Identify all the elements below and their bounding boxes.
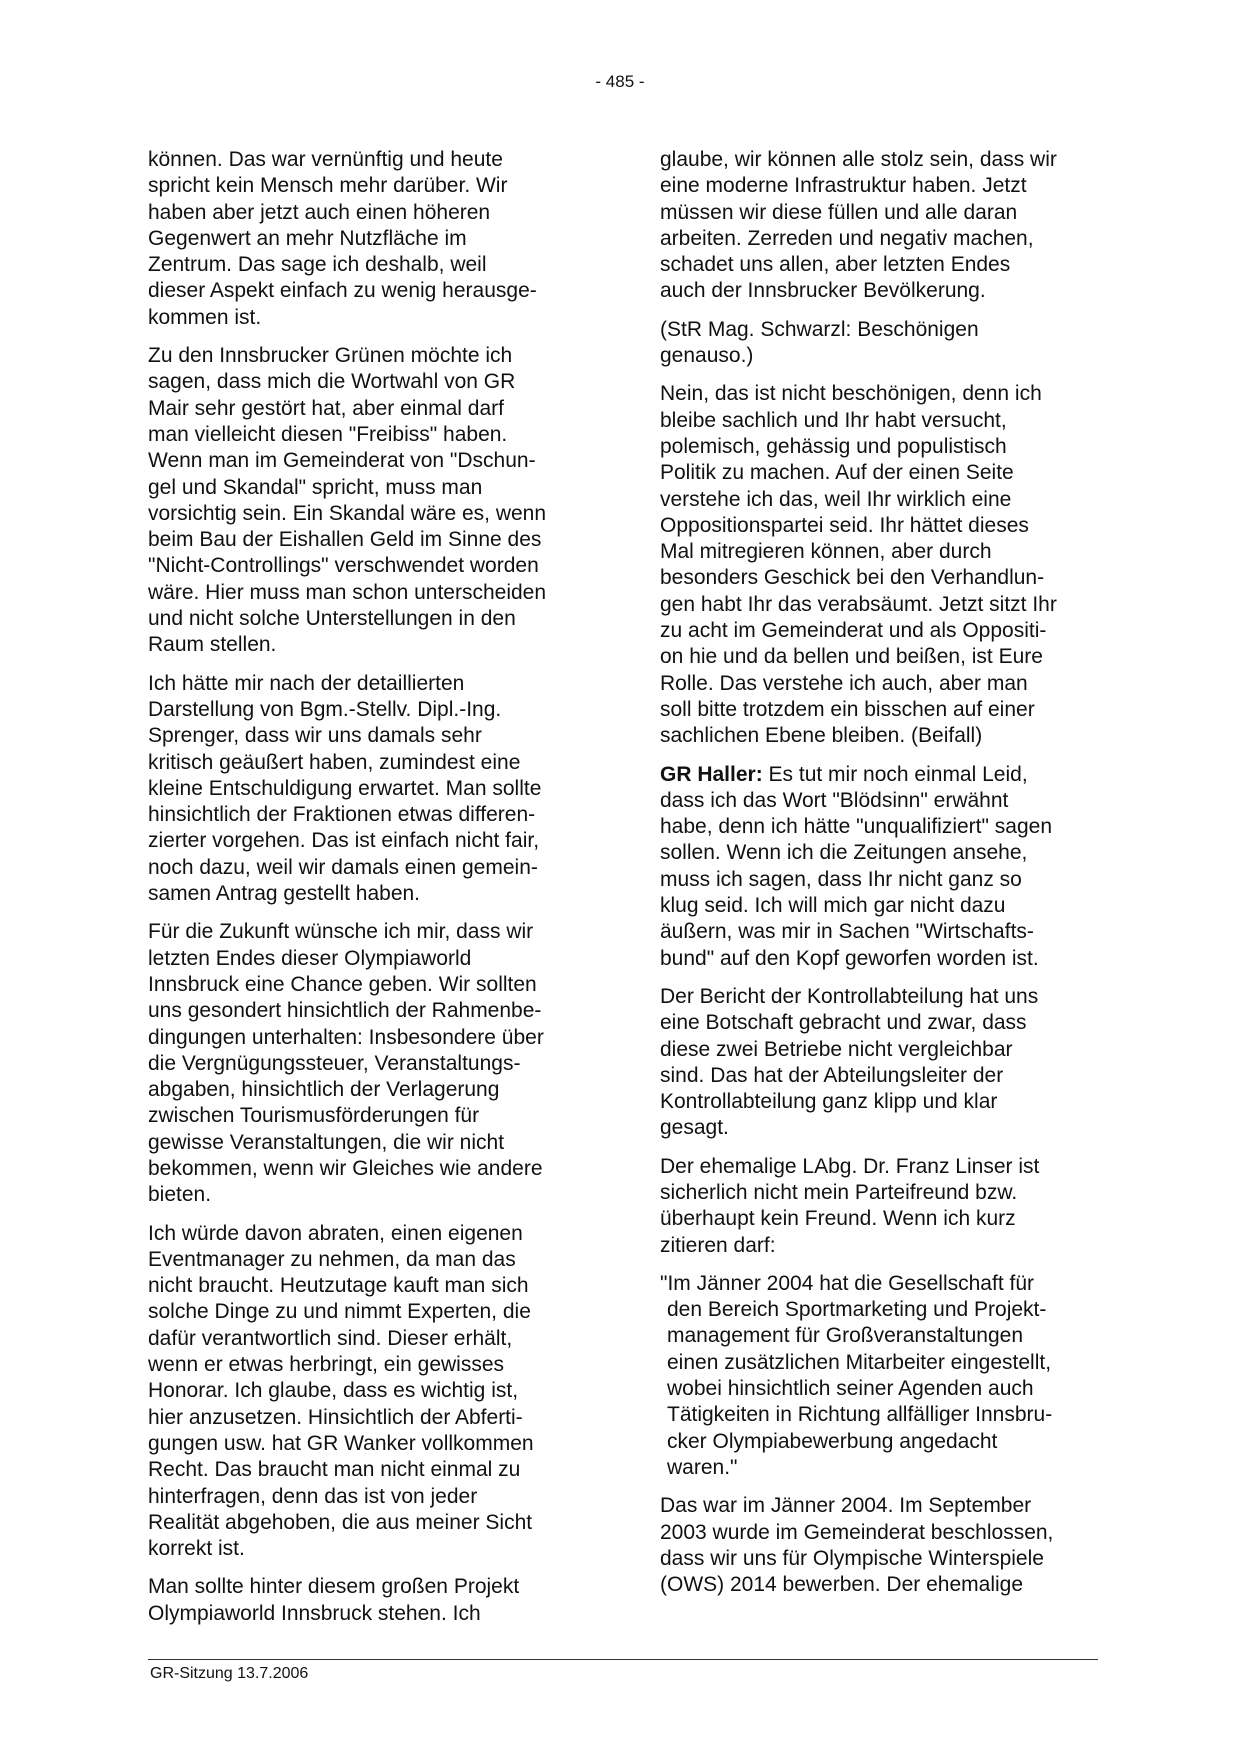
text-line: gesagt. bbox=[660, 1116, 729, 1140]
text-line: management für Großveranstaltungen bbox=[667, 1324, 1024, 1348]
text-line: Innsbruck eine Chance geben. Wir sollten bbox=[148, 972, 537, 996]
text-line: hinsichtlich der Fraktionen etwas differen- bbox=[148, 803, 536, 827]
quotation bbox=[660, 1271, 1100, 1481]
speaker-name: GR Haller: bbox=[660, 762, 763, 786]
text-line: schadet uns allen, aber letzten Endes bbox=[660, 253, 1011, 277]
text-line: samen Antrag gestellt haben. bbox=[148, 882, 421, 906]
text-line: beim Bau der Eishallen Geld im Sinne des bbox=[148, 528, 542, 552]
text-line: Für die Zukunft wünsche ich mir, dass wir bbox=[148, 920, 534, 944]
text-line: und nicht solche Unterstellungen in den bbox=[148, 607, 516, 631]
text-line: Recht. Das braucht man nicht einmal zu bbox=[148, 1458, 521, 1482]
text-line: auch der Innsbrucker Bevölkerung. bbox=[660, 279, 986, 303]
text-line: Rolle. Das verstehe ich auch, aber man bbox=[660, 671, 1028, 695]
footer-text: GR-Sitzung 13.7.2006 bbox=[150, 1665, 309, 1682]
paragraph bbox=[148, 147, 588, 331]
text-line: Mair sehr gestört hat, aber einmal darf bbox=[148, 396, 504, 420]
text-line: spricht kein Mensch mehr darüber. Wir bbox=[148, 174, 508, 198]
text-line: glaube, wir können alle stolz sein, dass wir bbox=[660, 148, 1057, 171]
text-line: Das war im Jänner 2004. Im September bbox=[660, 1494, 1032, 1518]
text-line: sollen. Wenn ich die Zeitungen ansehe, bbox=[660, 841, 1028, 865]
text-line: "Nicht-Controllings" verschwendet worden bbox=[148, 554, 539, 578]
text-line: kleine Entschuldigung erwartet. Man sollte bbox=[148, 776, 542, 800]
text-line: dass wir uns für Olympische Winterspiele bbox=[660, 1546, 1044, 1570]
text-line: Darstellung von Bgm.-Stellv. Dipl.-Ing. bbox=[148, 697, 502, 721]
text-line: Nein, das ist nicht beschönigen, denn ich bbox=[660, 382, 1042, 406]
text-line: muss ich sagen, dass Ihr nicht ganz so bbox=[660, 867, 1022, 891]
text-line: hinterfragen, denn das ist von jeder bbox=[148, 1484, 478, 1508]
interjection bbox=[660, 317, 1100, 370]
text-line: man vielleicht diesen "Freibiss" haben. bbox=[148, 422, 508, 446]
text-line: Realität abgehoben, die aus meiner Sicht bbox=[148, 1510, 533, 1534]
text-line: bleibe sachlich und Ihr habt versucht, bbox=[660, 408, 1007, 432]
text-line: sachlichen Ebene bleiben. (Beifall) bbox=[660, 724, 983, 748]
text-line: Tätigkeiten in Richtung allfälliger Innsbru- bbox=[667, 1403, 1053, 1427]
text-line: uns gesondert hinsichtlich der Rahmenbe- bbox=[148, 999, 542, 1023]
paragraph bbox=[660, 1154, 1100, 1259]
text-line: abgaben, hinsichtlich der Verlagerung bbox=[148, 1078, 500, 1102]
text-line: zitieren darf: bbox=[660, 1233, 776, 1257]
text-line: dingungen unterhalten: Insbesondere über bbox=[148, 1025, 544, 1049]
text-line: Politik zu machen. Auf der einen Seite bbox=[660, 461, 1014, 485]
text-line: wäre. Hier muss man schon unterscheiden bbox=[148, 580, 547, 604]
text-line: wenn er etwas herbringt, ein gewisses bbox=[148, 1353, 505, 1377]
text-line: Zentrum. Das sage ich deshalb, weil bbox=[148, 253, 487, 277]
text-line: können. Das war vernünftig und heute bbox=[148, 148, 503, 171]
text-line: zierter vorgehen. Das ist einfach nicht fair, bbox=[148, 829, 540, 853]
text-line: waren." bbox=[667, 1455, 738, 1479]
text-line: Eventmanager zu nehmen, da man das bbox=[148, 1247, 516, 1271]
text-line: hier anzusetzen. Hinsichtlich der Abferti- bbox=[148, 1405, 523, 1429]
text-line: Oppositionspartei seid. Ihr hättet dieses bbox=[660, 513, 1029, 537]
text-line: eine Botschaft gebracht und zwar, dass bbox=[660, 1011, 1027, 1035]
text-line: habe, denn ich hätte "unqualifiziert" sagen bbox=[660, 815, 1053, 839]
text-line: bieten. bbox=[148, 1183, 212, 1207]
text-line: einen zusätzlichen Mitarbeiter eingestellt, bbox=[667, 1350, 1052, 1374]
text-line: überhaupt kein Freund. Wenn ich kurz bbox=[660, 1207, 1016, 1231]
text-line: cker Olympiabewerbung angedacht bbox=[667, 1429, 998, 1453]
text-line: sicherlich nicht mein Parteifreund bzw. bbox=[660, 1180, 1018, 1204]
left-column bbox=[148, 147, 588, 1639]
paragraph bbox=[148, 671, 588, 908]
text-line: diese zwei Betriebe nicht vergleichbar bbox=[660, 1037, 1013, 1061]
speaker-paragraph bbox=[660, 762, 1100, 972]
text-line: dafür verantwortlich sind. Dieser erhält, bbox=[148, 1326, 513, 1350]
text-line: zu acht im Gemeinderat und als Oppositi- bbox=[660, 619, 1047, 643]
text-line: gungen usw. hat GR Wanker vollkommen bbox=[148, 1431, 534, 1455]
text-line: arbeiten. Zerreden und negativ machen, bbox=[660, 226, 1034, 250]
text-line: bekommen, wenn wir Gleiches wie andere bbox=[148, 1156, 543, 1180]
text-line: dieser Aspekt einfach zu wenig herausge- bbox=[148, 279, 537, 303]
speaker-first-line-text: Es tut mir noch einmal Leid, bbox=[762, 762, 1028, 786]
text-line: Sprenger, dass wir uns damals sehr bbox=[148, 724, 482, 748]
speaker-rest bbox=[660, 788, 1100, 972]
text-line: solche Dinge zu und nimmt Experten, die bbox=[148, 1300, 531, 1324]
text-line: nicht braucht. Heutzutage kauft man sich bbox=[148, 1274, 529, 1298]
text-line: besonders Geschick bei den Verhandlun- bbox=[660, 566, 1045, 590]
text-line: gen habt Ihr das verabsäumt. Jetzt sitzt Ihr bbox=[660, 592, 1057, 616]
paragraph bbox=[148, 343, 588, 659]
text-line: den Bereich Sportmarketing und Projekt- bbox=[667, 1298, 1047, 1322]
text-line: "Im Jänner 2004 hat die Gesellschaft für bbox=[660, 1271, 1034, 1295]
text-line: sind. Das hat der Abteilungsleiter der bbox=[660, 1063, 1004, 1087]
text-line: Man sollte hinter diesem großen Projekt bbox=[148, 1575, 520, 1599]
text-line: Der ehemalige LAbg. Dr. Franz Linser ist bbox=[660, 1154, 1040, 1178]
paragraph bbox=[660, 1493, 1100, 1598]
text-line: 2003 wurde im Gemeinderat beschlossen, bbox=[660, 1520, 1054, 1544]
text-line: zwischen Tourismusförderungen für bbox=[148, 1104, 480, 1128]
paragraph bbox=[148, 1574, 588, 1627]
text-line: müssen wir diese füllen und alle daran bbox=[660, 200, 1018, 224]
text-line: bund" auf den Kopf geworfen worden ist. bbox=[660, 946, 1039, 970]
footer-rule bbox=[148, 1659, 1098, 1660]
text-line: klug seid. Ich will mich gar nicht dazu bbox=[660, 894, 1006, 918]
speaker-first-line bbox=[660, 762, 1100, 788]
text-line: on hie und da bellen und beißen, ist Eure bbox=[660, 645, 1043, 669]
text-line: letzten Endes dieser Olympiaworld bbox=[148, 946, 472, 970]
text-line: Ich hätte mir nach der detaillierten bbox=[148, 671, 465, 695]
text-line: Honorar. Ich glaube, dass es wichtig ist, bbox=[148, 1379, 519, 1403]
text-line: Olympiaworld Innsbruck stehen. Ich bbox=[148, 1601, 481, 1625]
text-line: äußern, was mir in Sachen "Wirtschafts- bbox=[660, 920, 1034, 944]
paragraph bbox=[660, 984, 1100, 1142]
text-line: Ich würde davon abraten, einen eigenen bbox=[148, 1221, 523, 1245]
text-line: kommen ist. bbox=[148, 305, 262, 329]
text-line: (OWS) 2014 bewerben. Der ehemalige bbox=[660, 1573, 1024, 1597]
text-line: Raum stellen. bbox=[148, 633, 277, 657]
text-line: die Vergnügungssteuer, Veranstaltungs- bbox=[148, 1051, 521, 1075]
text-line: dass ich das Wort "Blödsinn" erwähnt bbox=[660, 788, 1009, 812]
page-number: - 485 - bbox=[595, 72, 645, 91]
text-line: haben aber jetzt auch einen höheren bbox=[148, 200, 491, 224]
text-line: vorsichtig sein. Ein Skandal wäre es, wenn bbox=[148, 501, 547, 525]
paragraph bbox=[148, 919, 588, 1208]
text-line: korrekt ist. bbox=[148, 1537, 245, 1561]
text-line: gel und Skandal" spricht, muss man bbox=[148, 475, 483, 499]
text-line: Mal mitregieren können, aber durch bbox=[660, 540, 992, 564]
text-line: noch dazu, weil wir damals einen gemein- bbox=[148, 855, 538, 879]
text-line: sagen, dass mich die Wortwahl von GR bbox=[148, 370, 516, 394]
paragraph bbox=[660, 147, 1100, 305]
text-line: (StR Mag. Schwarzl: Beschönigen bbox=[660, 317, 979, 341]
text-line: Wenn man im Gemeinderat von "Dschun- bbox=[148, 449, 536, 473]
text-line: Der Bericht der Kontrollabteilung hat uns bbox=[660, 984, 1039, 1008]
right-column bbox=[660, 147, 1100, 1610]
text-line: Zu den Innsbrucker Grünen möchte ich bbox=[148, 344, 513, 368]
text-line: soll bitte trotzdem ein bisschen auf einer bbox=[660, 697, 1035, 721]
text-line: gewisse Veranstaltungen, die wir nicht bbox=[148, 1130, 505, 1154]
paragraph bbox=[148, 1221, 588, 1563]
text-line: polemisch, gehässig und populistisch bbox=[660, 434, 1007, 458]
text-line: eine moderne Infrastruktur haben. Jetzt bbox=[660, 174, 1027, 198]
text-line: Gegenwert an mehr Nutzfläche im bbox=[148, 226, 467, 250]
text-line: verstehe ich das, weil Ihr wirklich eine bbox=[660, 487, 1012, 511]
text-line: kritisch geäußert haben, zumindest eine bbox=[148, 750, 521, 774]
text-line: genauso.) bbox=[660, 344, 754, 368]
text-line: wobei hinsichtlich seiner Agenden auch bbox=[667, 1377, 1034, 1401]
text-line: Kontrollabteilung ganz klipp und klar bbox=[660, 1090, 998, 1114]
paragraph bbox=[660, 381, 1100, 749]
